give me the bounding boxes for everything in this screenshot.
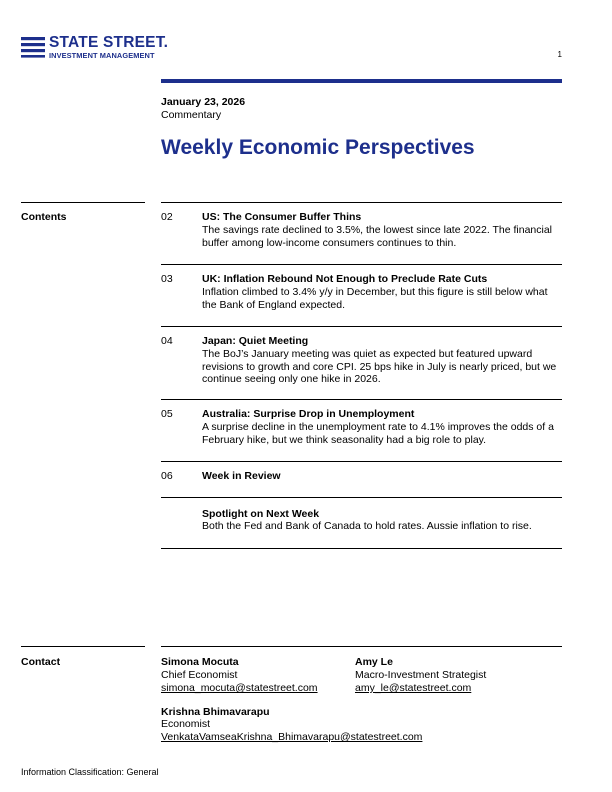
contact-name: Krishna Bhimavarapu [161,706,270,718]
contact-email-link[interactable]: amy_le@statestreet.com [355,682,472,694]
toc-heading[interactable]: Spotlight on Next Week [202,508,320,520]
contents-label: Contents [21,211,67,223]
brand-subtitle: INVESTMENT MANAGEMENT [49,51,155,60]
page-title: Weekly Economic Perspectives [161,136,475,159]
toc-description: The BoJ’s January meeting was quiet as expected but featured upward revisions to growth and core CPI. 25 bps hike in July is nearly priced, but we continue seeing only one hike in 2026. [202,348,557,385]
state-street-stripes-icon [21,36,47,58]
contact-label: Contact [21,656,61,668]
toc-heading[interactable]: UK: Inflation Rebound Not Enough to Preclude Rate Cuts [202,273,488,285]
toc-page-number: 03 [161,273,173,285]
page-number: 1 [557,50,562,59]
contents-top-rule [161,202,562,203]
brand-logo [21,35,181,61]
toc-divider [161,497,562,498]
toc-description: Both the Fed and Bank of Canada to hold rates. Aussie inflation to rise. [202,520,532,532]
toc-divider [161,264,562,265]
contact-role: Chief Economist [161,669,238,681]
contact-left-rule [21,646,145,647]
brand-name: STATE STREET. [49,34,169,51]
contact-email-link[interactable]: VenkataVamseaKrishna_Bhimavarapu@statestreet.com [161,731,423,743]
contact-name: Amy Le [355,656,393,668]
toc-heading[interactable]: Japan: Quiet Meeting [202,335,309,347]
toc-page-number: 06 [161,470,173,482]
toc-divider [161,399,562,400]
contact-role: Macro-Investment Strategist [355,669,487,681]
toc-description: Inflation climbed to 3.4% y/y in December, but this figure is still below what the Bank of England expected. [202,286,548,311]
contact-top-rule [161,646,562,647]
toc-divider [161,326,562,327]
contact-email-link[interactable]: simona_mocuta@statestreet.com [161,682,318,694]
toc-page-number: 05 [161,408,173,420]
information-classification: Information Classification: General [21,767,159,777]
toc-bottom-rule [161,548,562,549]
toc-page-number: 04 [161,335,173,347]
contact-role: Economist [161,718,211,730]
header-rule [161,79,562,83]
toc-description: A surprise decline in the unemployment rate to 4.1% improves the odds of a February hike, but we think seasonality had a big role to play. [202,421,554,446]
toc-description: The savings rate declined to 3.5%, the lowest since late 2022. The financial buffer among low-income consumers continues to thin. [202,224,553,249]
toc-heading[interactable]: Week in Review [202,470,281,482]
toc-page-number: 02 [161,211,173,223]
contents-left-rule [21,202,145,203]
toc-heading[interactable]: US: The Consumer Buffer Thins [202,211,362,223]
toc-divider [161,461,562,462]
contact-name: Simona Mocuta [161,656,239,668]
publication-date: January 23, 2026 [161,96,246,108]
document-type: Commentary [161,109,222,121]
toc-heading[interactable]: Australia: Surprise Drop in Unemployment [202,408,415,420]
